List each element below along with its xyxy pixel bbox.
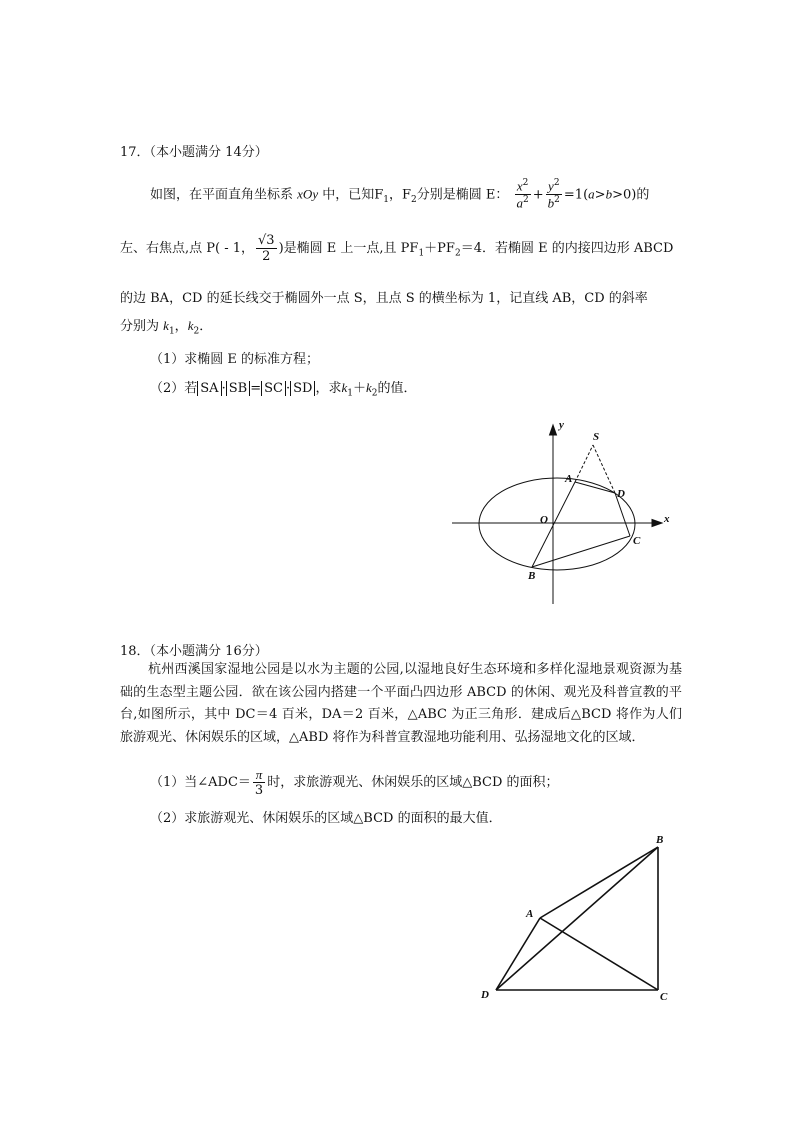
text-segment: 的值． bbox=[377, 381, 417, 396]
ellipse-fraction-y: $\frac{y^2}{b^2}$ bbox=[547, 178, 560, 211]
diagonal-ac bbox=[540, 918, 658, 990]
text-segment: 的 bbox=[636, 187, 650, 203]
label-s: S bbox=[593, 431, 600, 443]
text-segment: 时，求旅游观光、休闲娱乐的区域△BCD 的面积； bbox=[267, 775, 559, 790]
label-b: B bbox=[528, 570, 536, 582]
var-y: y bbox=[548, 178, 554, 194]
problem-18-header: 18．（本小题满分 16分） bbox=[120, 644, 268, 659]
var-x: x bbox=[516, 178, 523, 194]
text-segment: ． bbox=[199, 319, 213, 334]
label-x: x bbox=[664, 513, 670, 525]
diagonal-db bbox=[496, 847, 658, 990]
label-o: O bbox=[540, 514, 548, 526]
subscript: 1 bbox=[168, 326, 175, 337]
abs-sc: SC bbox=[261, 381, 286, 396]
text-segment: （2）若 bbox=[150, 381, 198, 396]
problem-18-question-2: （2）求旅游观光、休闲娱乐的区域△BCD 的面积的最大值． bbox=[150, 811, 502, 826]
text-segment: （1）当∠ADC＝ bbox=[150, 775, 251, 790]
subscript: 2 bbox=[411, 194, 417, 205]
var-k: k bbox=[187, 318, 194, 333]
subscript: 2 bbox=[371, 388, 378, 399]
label-d: D bbox=[617, 488, 625, 500]
problem-17-line-4: 分别为 $k_1$，$k_2$． bbox=[120, 318, 213, 337]
segment-ba bbox=[540, 847, 658, 918]
problem-17-question-1: （1）求椭圆 E 的标准方程； bbox=[150, 352, 320, 367]
text-segment: 如图，在平面直角坐标系 bbox=[150, 187, 294, 203]
text-segment: > bbox=[594, 187, 606, 203]
var-k: k bbox=[365, 380, 372, 395]
label-b: B bbox=[656, 834, 664, 846]
segment-ad bbox=[496, 918, 540, 990]
text-segment: ＋PF bbox=[424, 241, 455, 256]
subscript: 1 bbox=[347, 388, 353, 399]
problem-17-line-3: 的边 BA，CD 的延长线交于椭圆外一点 S，且点 S 的横坐标为 1，记直线 AB，CD 的斜率 bbox=[120, 291, 648, 306]
label-y: y bbox=[559, 419, 564, 431]
var-b: b bbox=[547, 195, 555, 211]
var-k: k bbox=[341, 380, 348, 395]
coordinate-system: xOy bbox=[297, 186, 319, 202]
denominator: 2 bbox=[262, 249, 271, 264]
label-c: C bbox=[633, 535, 641, 547]
numerator: √3 bbox=[258, 233, 275, 248]
subscript: 1 bbox=[418, 248, 425, 259]
var-a: a bbox=[516, 195, 524, 211]
ellipse-fraction-x: $\frac{x^2}{a^2}$ bbox=[516, 178, 529, 211]
text-segment: )是椭圆 E 上一点,且 PF bbox=[278, 241, 419, 256]
text-segment: 分别是椭圆 E： bbox=[416, 187, 509, 203]
label-d: D bbox=[481, 989, 489, 1001]
problem-17-line-1: 如图，在平面直角坐标系 xOy 中，已知$F_1$，$F_2$分别是椭圆 E： $\frac{x^2}{a^2}$ + $\frac{y^2}{b^2}$ =1(a>b>0)的 bbox=[150, 178, 650, 211]
text-segment: ，求 bbox=[315, 381, 342, 396]
numerator: π bbox=[253, 767, 265, 783]
problem-17-header: 17．（本小题满分 14分） bbox=[120, 145, 268, 160]
problem-17-question-2: （2）若 SA · SB = SC · SD ，求$k_1+k_2$的值． bbox=[150, 380, 417, 399]
abs-sd: SD bbox=[290, 381, 315, 396]
var-k: k bbox=[163, 318, 169, 333]
abs-sa: SA bbox=[197, 381, 221, 396]
var-b: b bbox=[605, 186, 613, 202]
label-a: A bbox=[526, 908, 534, 920]
text-segment: ＝4．若椭圆 E 的内接四边形 ABCD bbox=[460, 241, 674, 256]
text-segment: 中，已知F bbox=[322, 187, 384, 203]
denominator: 3 bbox=[254, 783, 264, 798]
label-c: C bbox=[660, 991, 668, 1003]
text-segment: ，F bbox=[389, 187, 412, 203]
subscript: 2 bbox=[193, 326, 200, 337]
text-segment: >0) bbox=[612, 187, 637, 203]
var-a: a bbox=[588, 186, 595, 202]
label-a: A bbox=[565, 473, 573, 485]
abs-sb: SB bbox=[226, 381, 250, 396]
text-segment: =1( bbox=[563, 187, 589, 203]
subscript: 2 bbox=[454, 248, 461, 259]
text-segment: 分别为 bbox=[120, 319, 160, 334]
subscript: 1 bbox=[383, 194, 389, 205]
text-segment: 左、右焦点,点 P( - 1， bbox=[120, 241, 255, 256]
problem-18-paragraph: 杭州西溪国家湿地公园是以水为主题的公园,以湿地良好生态环境和多样化湿地景观资源为基础的生态型主题公园．欲在该公园内搭建一个平面凸四边形 ABCD 的休闲、观光及科普宣教的平台,如图所示，其中 DC＝4 百米，DA＝2 百米，△ABC 为正三角形．建成后△BCD 将作为人们旅游观光、休闲娱乐的区域，△ABD 将作为科普宣教湿地功能利用、弘扬湿地文化的区域． bbox=[120, 662, 682, 745]
